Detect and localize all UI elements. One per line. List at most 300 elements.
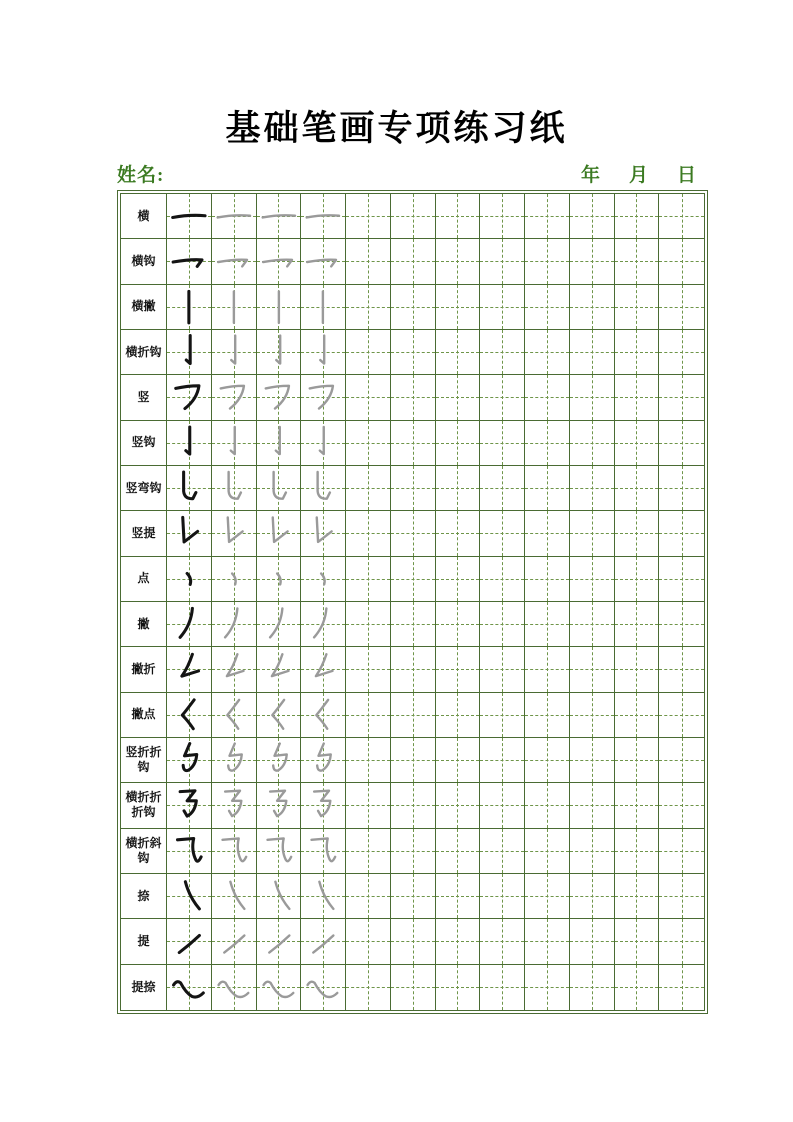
practice-cell-empty — [480, 511, 525, 556]
practice-cell-empty — [480, 602, 525, 647]
stroke-label: 撇点 — [121, 693, 167, 738]
practice-cell-empty — [346, 829, 391, 874]
guide-vertical-line — [592, 421, 593, 465]
stroke-glyph-trace — [301, 602, 345, 646]
practice-cell-empty — [615, 693, 660, 738]
practice-cell-empty — [525, 557, 570, 602]
practice-cell-empty — [615, 919, 660, 964]
guide-vertical-line — [592, 874, 593, 918]
practice-cell-empty — [391, 375, 436, 420]
guide-vertical-line — [502, 829, 503, 873]
guide-vertical-line — [413, 965, 414, 1010]
example-cell-ink — [167, 421, 212, 466]
example-cell-trace — [257, 693, 302, 738]
practice-cell-empty — [659, 829, 704, 874]
stroke-glyph-trace — [257, 783, 301, 827]
practice-cell-empty — [659, 375, 704, 420]
practice-cell-empty — [436, 557, 481, 602]
practice-cell-empty — [615, 330, 660, 375]
practice-cell-empty — [615, 829, 660, 874]
guide-vertical-line — [636, 330, 637, 374]
practice-cell-empty — [480, 239, 525, 284]
guide-vertical-line — [592, 285, 593, 329]
guide-vertical-line — [592, 511, 593, 555]
practice-cell-empty — [615, 285, 660, 330]
practice-cell-empty — [346, 330, 391, 375]
practice-cell-empty — [346, 647, 391, 692]
example-cell-trace — [212, 511, 257, 556]
example-cell-trace — [212, 829, 257, 874]
practice-cell-empty — [615, 466, 660, 511]
practice-cell-empty — [525, 602, 570, 647]
guide-vertical-line — [368, 239, 369, 283]
stroke-glyph-ink — [167, 647, 211, 691]
guide-vertical-line — [413, 693, 414, 737]
practice-cell-empty — [659, 421, 704, 466]
date-labels — [581, 160, 708, 187]
guide-vertical-line — [368, 919, 369, 963]
practice-cell-empty — [480, 919, 525, 964]
guide-vertical-line — [413, 829, 414, 873]
practice-cell-empty — [346, 239, 391, 284]
guide-vertical-line — [682, 829, 683, 873]
example-cell-trace — [212, 239, 257, 284]
stroke-label: 点 — [121, 557, 167, 602]
practice-cell-empty — [659, 874, 704, 919]
practice-cell-empty — [659, 738, 704, 783]
practice-cell-empty — [346, 738, 391, 783]
example-cell-ink — [167, 239, 212, 284]
practice-cell-empty — [436, 919, 481, 964]
guide-vertical-line — [457, 511, 458, 555]
stroke-label: 捺 — [121, 874, 167, 919]
practice-cell-empty — [525, 511, 570, 556]
guide-vertical-line — [502, 919, 503, 963]
guide-vertical-line — [592, 919, 593, 963]
example-cell-trace — [301, 421, 346, 466]
example-cell-ink — [167, 466, 212, 511]
stroke-glyph-trace — [257, 511, 301, 555]
guide-vertical-line — [592, 330, 593, 374]
guide-vertical-line — [547, 602, 548, 646]
practice-cell-empty — [391, 602, 436, 647]
example-cell-trace — [257, 738, 302, 783]
practice-cell-empty — [659, 511, 704, 556]
practice-cell-empty — [659, 919, 704, 964]
stroke-label: 撇折 — [121, 647, 167, 692]
practice-cell-empty — [480, 874, 525, 919]
stroke-glyph-trace — [301, 239, 345, 283]
practice-cell-empty — [391, 421, 436, 466]
practice-cell-empty — [391, 874, 436, 919]
stroke-glyph-ink — [167, 239, 211, 283]
stroke-glyph-trace — [257, 965, 301, 1010]
example-cell-trace — [212, 965, 257, 1010]
practice-cell-empty — [570, 647, 615, 692]
guide-vertical-line — [547, 919, 548, 963]
guide-vertical-line — [547, 466, 548, 510]
practice-cell-empty — [570, 375, 615, 420]
stroke-glyph-ink — [167, 602, 211, 646]
guide-vertical-line — [457, 965, 458, 1010]
guide-vertical-line — [547, 647, 548, 691]
practice-cell-empty — [391, 829, 436, 874]
stroke-glyph-trace — [257, 557, 301, 601]
practice-cell-empty — [525, 738, 570, 783]
example-cell-trace — [257, 602, 302, 647]
practice-cell-empty — [346, 602, 391, 647]
stroke-glyph-ink — [167, 466, 211, 510]
stroke-glyph-trace — [212, 330, 256, 374]
guide-vertical-line — [413, 783, 414, 827]
stroke-glyph-trace — [212, 874, 256, 918]
stroke-glyph-trace — [212, 466, 256, 510]
stroke-glyph-trace — [212, 421, 256, 465]
practice-cell-empty — [391, 919, 436, 964]
practice-cell-empty — [436, 693, 481, 738]
example-cell-trace — [257, 330, 302, 375]
practice-cell-empty — [615, 738, 660, 783]
practice-cell-empty — [436, 965, 481, 1010]
stroke-glyph-trace — [301, 285, 345, 329]
practice-cell-empty — [480, 285, 525, 330]
guide-vertical-line — [502, 239, 503, 283]
example-cell-trace — [301, 466, 346, 511]
practice-cell-empty — [391, 693, 436, 738]
guide-vertical-line — [502, 511, 503, 555]
stroke-glyph-trace — [212, 965, 256, 1010]
guide-vertical-line — [682, 874, 683, 918]
stroke-glyph-trace — [212, 647, 256, 691]
stroke-glyph-trace — [212, 738, 256, 782]
name-label: 姓名: — [117, 164, 165, 186]
stroke-glyph-trace — [301, 829, 345, 873]
practice-cell-empty — [525, 783, 570, 828]
practice-cell-empty — [525, 919, 570, 964]
guide-vertical-line — [592, 194, 593, 238]
practice-cell-empty — [659, 965, 704, 1010]
practice-cell-empty — [391, 965, 436, 1010]
example-cell-trace — [212, 194, 257, 239]
practice-cell-empty — [436, 466, 481, 511]
stroke-glyph-trace — [212, 829, 256, 873]
example-cell-trace — [301, 285, 346, 330]
stroke-label: 横折斜钩 — [121, 829, 167, 874]
stroke-glyph-trace — [212, 285, 256, 329]
guide-vertical-line — [413, 511, 414, 555]
practice-cell-empty — [436, 375, 481, 420]
header-row — [117, 160, 708, 186]
practice-cell-empty — [659, 602, 704, 647]
guide-vertical-line — [457, 466, 458, 510]
example-cell-trace — [257, 919, 302, 964]
example-cell-ink — [167, 783, 212, 828]
practice-cell-empty — [391, 511, 436, 556]
stroke-glyph-trace — [212, 194, 256, 238]
practice-cell-empty — [659, 194, 704, 239]
example-cell-trace — [212, 693, 257, 738]
guide-vertical-line — [636, 874, 637, 918]
guide-vertical-line — [457, 194, 458, 238]
example-cell-trace — [257, 557, 302, 602]
practice-cell-empty — [436, 647, 481, 692]
practice-cell-empty — [346, 557, 391, 602]
practice-cell-empty — [346, 375, 391, 420]
stroke-glyph-trace — [257, 738, 301, 782]
guide-vertical-line — [457, 602, 458, 646]
guide-vertical-line — [502, 738, 503, 782]
stroke-glyph-trace — [257, 693, 301, 737]
guide-vertical-line — [413, 466, 414, 510]
practice-cell-empty — [615, 965, 660, 1010]
guide-vertical-line — [502, 421, 503, 465]
example-cell-trace — [301, 647, 346, 692]
practice-cell-empty — [346, 466, 391, 511]
practice-cell-empty — [570, 693, 615, 738]
guide-vertical-line — [413, 647, 414, 691]
example-cell-trace — [257, 647, 302, 692]
practice-cell-empty — [570, 557, 615, 602]
guide-vertical-line — [682, 511, 683, 555]
guide-vertical-line — [592, 738, 593, 782]
example-cell-trace — [212, 602, 257, 647]
practice-cell-empty — [525, 693, 570, 738]
practice-cell-empty — [570, 783, 615, 828]
stroke-label: 横 — [121, 194, 167, 239]
guide-vertical-line — [682, 421, 683, 465]
practice-cell-empty — [615, 602, 660, 647]
guide-vertical-line — [636, 285, 637, 329]
guide-vertical-line — [368, 557, 369, 601]
practice-cell-empty — [436, 194, 481, 239]
stroke-glyph-trace — [257, 375, 301, 419]
example-cell-trace — [301, 919, 346, 964]
guide-vertical-line — [457, 285, 458, 329]
example-cell-trace — [301, 602, 346, 647]
guide-vertical-line — [592, 693, 593, 737]
practice-grid — [120, 193, 705, 1011]
guide-vertical-line — [368, 874, 369, 918]
guide-vertical-line — [547, 511, 548, 555]
stroke-glyph-trace — [212, 602, 256, 646]
guide-vertical-line — [413, 874, 414, 918]
example-cell-trace — [301, 194, 346, 239]
guide-vertical-line — [502, 874, 503, 918]
example-cell-ink — [167, 285, 212, 330]
stroke-label: 竖 — [121, 375, 167, 420]
example-cell-trace — [212, 557, 257, 602]
guide-vertical-line — [636, 557, 637, 601]
stroke-glyph-ink — [167, 693, 211, 737]
stroke-label: 竖提 — [121, 511, 167, 556]
page-title: 基础笔画专项练习纸 — [225, 109, 568, 148]
practice-cell-empty — [480, 557, 525, 602]
guide-vertical-line — [547, 783, 548, 827]
example-cell-trace — [257, 239, 302, 284]
practice-cell-empty — [436, 330, 481, 375]
guide-vertical-line — [682, 783, 683, 827]
guide-vertical-line — [636, 783, 637, 827]
example-cell-trace — [212, 647, 257, 692]
example-cell-trace — [212, 421, 257, 466]
example-cell-ink — [167, 829, 212, 874]
example-cell-ink — [167, 375, 212, 420]
example-cell-ink — [167, 693, 212, 738]
example-cell-ink — [167, 194, 212, 239]
practice-cell-empty — [346, 511, 391, 556]
guide-vertical-line — [592, 239, 593, 283]
practice-cell-empty — [436, 738, 481, 783]
guide-vertical-line — [592, 829, 593, 873]
stroke-glyph-ink — [167, 421, 211, 465]
stroke-glyph-trace — [212, 511, 256, 555]
guide-vertical-line — [502, 965, 503, 1010]
stroke-glyph-ink — [167, 511, 211, 555]
practice-cell-empty — [570, 829, 615, 874]
stroke-glyph-ink — [167, 783, 211, 827]
practice-cell-empty — [615, 557, 660, 602]
guide-vertical-line — [547, 330, 548, 374]
example-cell-trace — [212, 330, 257, 375]
practice-cell-empty — [391, 239, 436, 284]
practice-cell-empty — [525, 965, 570, 1010]
practice-cell-empty — [525, 330, 570, 375]
guide-vertical-line — [413, 194, 414, 238]
practice-cell-empty — [659, 330, 704, 375]
practice-cell-empty — [525, 194, 570, 239]
stroke-glyph-trace — [301, 194, 345, 238]
example-cell-trace — [301, 557, 346, 602]
guide-vertical-line — [457, 375, 458, 419]
date-label-day: 日 — [676, 164, 696, 186]
practice-cell-empty — [570, 874, 615, 919]
guide-vertical-line — [413, 557, 414, 601]
guide-vertical-line — [682, 466, 683, 510]
stroke-glyph-trace — [257, 285, 301, 329]
practice-cell-empty — [570, 511, 615, 556]
practice-cell-empty — [525, 285, 570, 330]
practice-cell-empty — [391, 647, 436, 692]
example-cell-trace — [212, 375, 257, 420]
guide-vertical-line — [636, 511, 637, 555]
practice-cell-empty — [570, 919, 615, 964]
example-cell-ink — [167, 557, 212, 602]
guide-vertical-line — [413, 602, 414, 646]
guide-vertical-line — [413, 285, 414, 329]
practice-cell-empty — [570, 239, 615, 284]
practice-cell-empty — [525, 239, 570, 284]
guide-vertical-line — [413, 421, 414, 465]
guide-vertical-line — [502, 330, 503, 374]
practice-cell-empty — [615, 375, 660, 420]
guide-vertical-line — [636, 829, 637, 873]
guide-vertical-line — [636, 375, 637, 419]
stroke-glyph-trace — [257, 919, 301, 963]
guide-vertical-line — [636, 919, 637, 963]
guide-vertical-line — [547, 285, 548, 329]
practice-cell-empty — [570, 285, 615, 330]
practice-cell-empty — [391, 330, 436, 375]
example-cell-trace — [212, 466, 257, 511]
guide-vertical-line — [547, 375, 548, 419]
example-cell-trace — [257, 511, 302, 556]
stroke-glyph-trace — [257, 194, 301, 238]
practice-cell-empty — [659, 693, 704, 738]
stroke-glyph-trace — [257, 647, 301, 691]
stroke-label: 竖弯钩 — [121, 466, 167, 511]
practice-cell-empty — [436, 829, 481, 874]
example-cell-trace — [257, 421, 302, 466]
practice-cell-empty — [525, 375, 570, 420]
guide-vertical-line — [682, 602, 683, 646]
practice-cell-empty — [659, 647, 704, 692]
practice-cell-empty — [480, 783, 525, 828]
stroke-glyph-trace — [257, 829, 301, 873]
guide-vertical-line — [413, 330, 414, 374]
example-cell-trace — [301, 874, 346, 919]
stroke-glyph-trace — [212, 239, 256, 283]
stroke-label: 撇 — [121, 602, 167, 647]
stroke-glyph-trace — [301, 330, 345, 374]
practice-cell-empty — [570, 466, 615, 511]
practice-cell-empty — [346, 285, 391, 330]
example-cell-trace — [212, 285, 257, 330]
practice-cell-empty — [659, 466, 704, 511]
practice-cell-empty — [391, 285, 436, 330]
stroke-label: 横折钩 — [121, 330, 167, 375]
practice-cell-empty — [480, 421, 525, 466]
practice-cell-empty — [659, 239, 704, 284]
guide-vertical-line — [636, 421, 637, 465]
guide-vertical-line — [368, 375, 369, 419]
practice-cell-empty — [436, 239, 481, 284]
guide-vertical-line — [636, 194, 637, 238]
practice-cell-empty — [525, 829, 570, 874]
guide-vertical-line — [636, 693, 637, 737]
stroke-label: 横折折折钩 — [121, 783, 167, 828]
guide-vertical-line — [682, 194, 683, 238]
guide-vertical-line — [592, 466, 593, 510]
guide-vertical-line — [547, 194, 548, 238]
practice-cell-empty — [615, 194, 660, 239]
guide-vertical-line — [413, 375, 414, 419]
guide-vertical-line — [457, 330, 458, 374]
practice-cell-empty — [480, 647, 525, 692]
date-label-month: 月 — [628, 164, 648, 186]
guide-vertical-line — [368, 602, 369, 646]
stroke-glyph-ink — [167, 874, 211, 918]
practice-cell-empty — [570, 965, 615, 1010]
stroke-glyph-trace — [301, 738, 345, 782]
guide-vertical-line — [368, 285, 369, 329]
guide-vertical-line — [682, 285, 683, 329]
example-cell-trace — [301, 829, 346, 874]
stroke-glyph-trace — [301, 783, 345, 827]
guide-vertical-line — [368, 466, 369, 510]
practice-cell-empty — [436, 511, 481, 556]
guide-vertical-line — [592, 375, 593, 419]
guide-vertical-line — [457, 874, 458, 918]
stroke-glyph-trace — [301, 466, 345, 510]
guide-vertical-line — [502, 602, 503, 646]
example-cell-trace — [301, 239, 346, 284]
example-cell-ink — [167, 511, 212, 556]
example-cell-trace — [257, 783, 302, 828]
practice-cell-empty — [436, 783, 481, 828]
stroke-label: 提 — [121, 919, 167, 964]
example-cell-trace — [257, 375, 302, 420]
guide-vertical-line — [547, 738, 548, 782]
